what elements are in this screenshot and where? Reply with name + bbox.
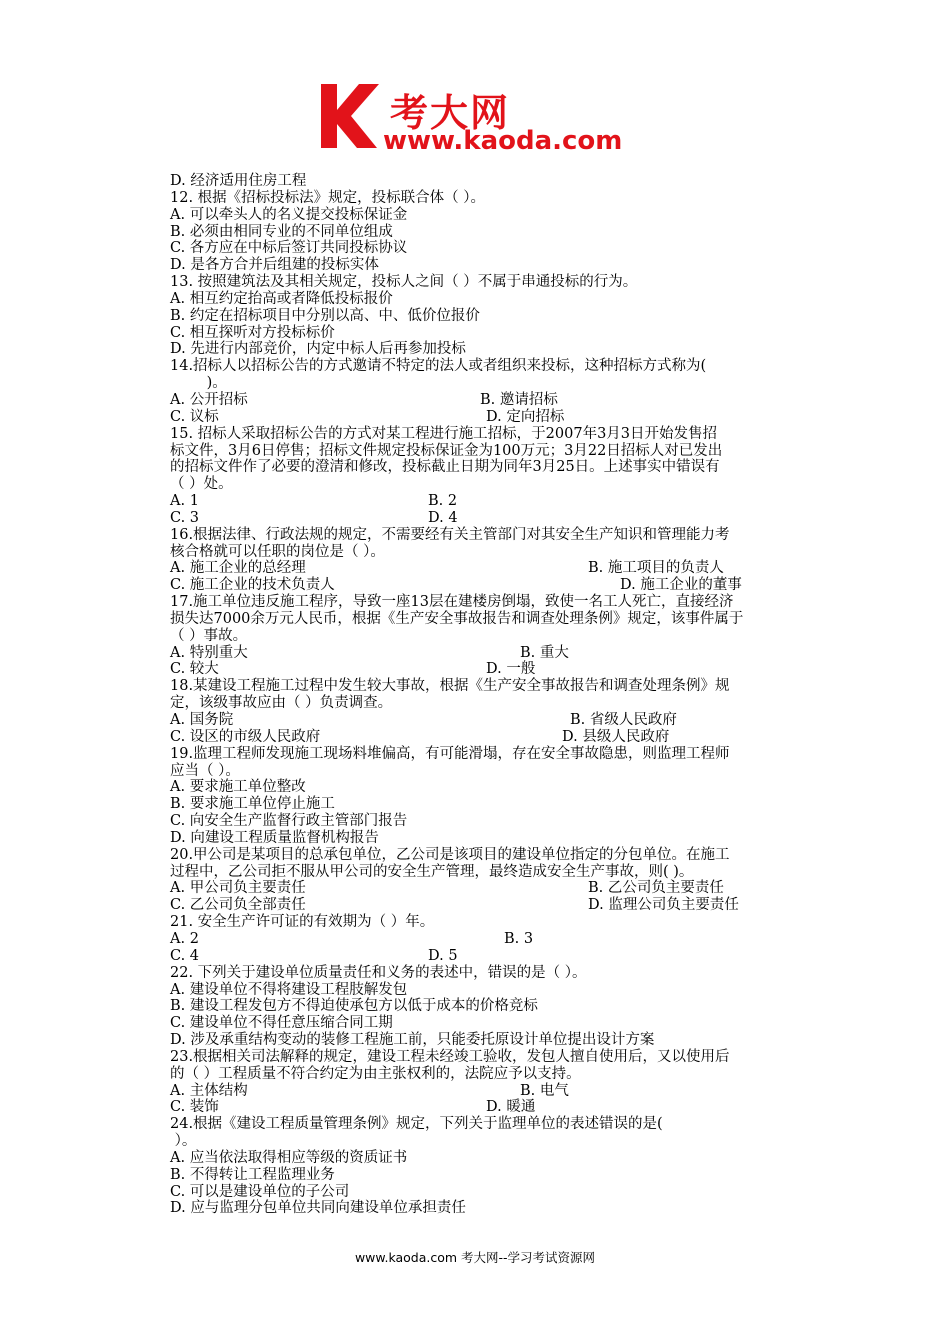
- option-a: A. 公开招标: [170, 391, 248, 408]
- option-c: C. 议标: [170, 408, 219, 425]
- question-24: 24.根据《建设工程质量管理条例》规定，下列关于监理单位的表述错误的是(: [170, 1116, 663, 1133]
- option-row: [170, 577, 810, 594]
- question-20: 20.甲公司是某项目的总承包单位，乙公司是该项目的建设单位指定的分包单位。在施工: [170, 846, 730, 863]
- text-line: D. 向建设工程质量监督机构报告: [170, 829, 379, 846]
- question-18: 18.某建设工程施工过程中发生较大事故，根据《生产安全事故报告和调查处理条例》规: [170, 678, 730, 695]
- text-line: D. 先进行内部竞价，内定中标人后再参加投标: [170, 341, 466, 358]
- text-line: 的（ ）工程质量不符合约定为由主张权利的，法院应予以支持。: [170, 1065, 581, 1082]
- option-row: [170, 493, 810, 510]
- option-row: [170, 1099, 810, 1116]
- text-line: B. 约定在招标项目中分别以高、中、低价位报价: [170, 307, 480, 324]
- option-d: D. 一般: [486, 661, 536, 678]
- text-line: A. 相互约定抬高或者降低投标报价: [170, 290, 393, 307]
- option-a: A. 施工企业的总经理: [170, 560, 306, 577]
- text-line: 应当（ ）。: [170, 762, 240, 779]
- question-21: 21. 安全生产许可证的有效期为（ ）年。: [170, 914, 435, 931]
- question-19: 19.监理工程师发现施工现场料堆偏高，有可能滑塌，存在安全事故隐患，则监理工程师: [170, 745, 730, 762]
- text-line: B. 要求施工单位停止施工: [170, 796, 335, 813]
- exam-questions: [170, 173, 810, 1217]
- option-row: [170, 931, 810, 948]
- option-b: B. 2: [428, 493, 458, 510]
- option-b: B. 重大: [520, 644, 569, 661]
- option-a: A. 主体结构: [170, 1082, 248, 1099]
- option-row: [170, 645, 810, 662]
- text-line: A. 应当依法取得相应等级的资质证书: [170, 1149, 408, 1166]
- option-b: B. 省级人民政府: [570, 712, 677, 728]
- text-line: C. 向安全生产监督行政主管部门报告: [170, 813, 408, 830]
- kaoda-logo: [315, 80, 645, 160]
- option-d: D. 监理公司负主要责任: [588, 897, 739, 914]
- option-c: C. 设区的市级人民政府: [170, 728, 321, 745]
- option-c: C. 3: [170, 509, 200, 526]
- text-line: A. 要求施工单位整改: [170, 779, 306, 796]
- text-line: C. 相互探听对方投标标价: [170, 324, 335, 341]
- option-a: A. 甲公司负主要责任: [170, 880, 306, 897]
- text-line: C. 可以是建设单位的子公司: [170, 1183, 350, 1200]
- text-line: ）。: [170, 1133, 197, 1150]
- text-line: A. 可以牵头人的名义提交投标保证金: [170, 206, 408, 223]
- text-line: 定，该级事故应由（ ）负责调查。: [170, 695, 393, 712]
- option-c: C. 装饰: [170, 1099, 219, 1116]
- text-line: B. 建设工程发包方不得迫使承包方以低于成本的价格竞标: [170, 998, 538, 1015]
- text-line: 的招标文件作了必要的澄清和修改，投标截止日期为同年3月25日。上述事实中错误有: [170, 459, 720, 476]
- question-17: 17.施工单位违反施工程序，导致一座13层在建楼房倒塌，致使一名工人死亡，直接经济: [170, 594, 734, 611]
- text-line: D. 应与监理分包单位共同向建设单位承担责任: [170, 1200, 466, 1217]
- option-c: C. 乙公司负全部责任: [170, 897, 306, 914]
- text-line: （ ）处。: [170, 476, 233, 493]
- option-row: [170, 880, 810, 897]
- option-b: B. 邀请招标: [480, 391, 558, 408]
- text-line: 标文件，3月6日停售；招标文件规定投标保证金为100万元；3月22日招标人对已发出: [170, 442, 723, 459]
- option-row: [170, 897, 810, 914]
- option-d: D. 5: [428, 947, 458, 964]
- option-row: [170, 661, 810, 678]
- option-d: D. 暖通: [486, 1099, 536, 1116]
- text-line: D. 经济适用住房工程: [170, 173, 307, 189]
- logo-title: 考大网: [390, 91, 511, 135]
- option-a: A. 1: [170, 493, 199, 510]
- question-12: 12. 根据《招标投标法》规定，投标联合体（ ）。: [170, 189, 486, 206]
- option-row: [170, 560, 810, 577]
- option-a: A. 2: [170, 930, 199, 947]
- option-d: D. 定向招标: [486, 408, 565, 425]
- option-d: D. 4: [428, 509, 458, 526]
- text-line: 核合格就可以任职的岗位是（ ）。: [170, 543, 385, 560]
- option-b: B. 施工项目的负责人: [588, 560, 724, 577]
- option-d: D. 县级人民政府: [562, 728, 670, 745]
- option-c: C. 施工企业的技术负责人: [170, 577, 335, 594]
- option-d: D. 施工企业的董事: [620, 577, 742, 594]
- option-row: [170, 1083, 810, 1100]
- option-b: B. 电气: [520, 1082, 569, 1099]
- text-line: C. 建设单位不得任意压缩合同工期: [170, 1015, 393, 1032]
- option-row: [170, 409, 810, 426]
- text-line: 损失达7000余万元人民币，根据《生产安全事故报告和调查处理条例》规定，该事件属于: [170, 610, 744, 627]
- question-16: 16.根据法律、行政法规的规定，不需要经有关主管部门对其安全生产知识和管理能力考: [170, 526, 730, 543]
- logo-url: www.kaoda.com: [383, 126, 623, 156]
- option-row: [170, 392, 810, 409]
- question-14: 14.招标人以招标公告的方式邀请不特定的法人或者组织来投标，这种招标方式称为(: [170, 358, 707, 375]
- page-footer: www.kaoda.com 考大网--学习考试资源网: [354, 1250, 596, 1265]
- option-row: [170, 729, 810, 746]
- question-22: 22. 下列关于建设单位质量责任和义务的表述中，错误的是（ ）。: [170, 964, 587, 981]
- text-line: B. 不得转让工程监理业务: [170, 1166, 335, 1183]
- option-row: [170, 712, 810, 729]
- option-c: C. 4: [170, 947, 200, 964]
- question-13: 13. 按照建筑法及其相关规定，投标人之间（ ）不属于串通投标的行为。: [170, 274, 638, 291]
- text-line: )。: [202, 375, 227, 392]
- text-line: （ ）事故。: [170, 627, 248, 644]
- option-a: A. 特别重大: [170, 644, 248, 661]
- option-c: C. 较大: [170, 661, 219, 678]
- question-15: 15. 招标人采取招标公告的方式对某工程进行施工招标，于2007年3月3日开始发售招: [170, 425, 718, 442]
- text-line: D. 涉及承重结构变动的装修工程施工前，只能委托原设计单位提出设计方案: [170, 1032, 655, 1049]
- option-row: [170, 510, 810, 527]
- text-line: B. 必须由相同专业的不同单位组成: [170, 223, 393, 240]
- text-line: 过程中，乙公司拒不服从甲公司的安全生产管理，最终造成安全生产事故，则( )。: [170, 863, 694, 880]
- question-23: 23.根据相关司法解释的规定，建设工程未经竣工验收，发包人擅自使用后，又以使用后: [170, 1048, 730, 1065]
- text-line: D. 是各方合并后组建的投标实体: [170, 257, 379, 274]
- option-row: [170, 948, 810, 965]
- k-logo-icon: [315, 80, 387, 152]
- option-b: B. 乙公司负主要责任: [588, 880, 724, 897]
- text-line: C. 各方应在中标后签订共同投标协议: [170, 240, 408, 257]
- option-b: B. 3: [504, 930, 534, 947]
- text-line: A. 建设单位不得将建设工程肢解发包: [170, 981, 408, 998]
- option-a: A. 国务院: [170, 712, 234, 728]
